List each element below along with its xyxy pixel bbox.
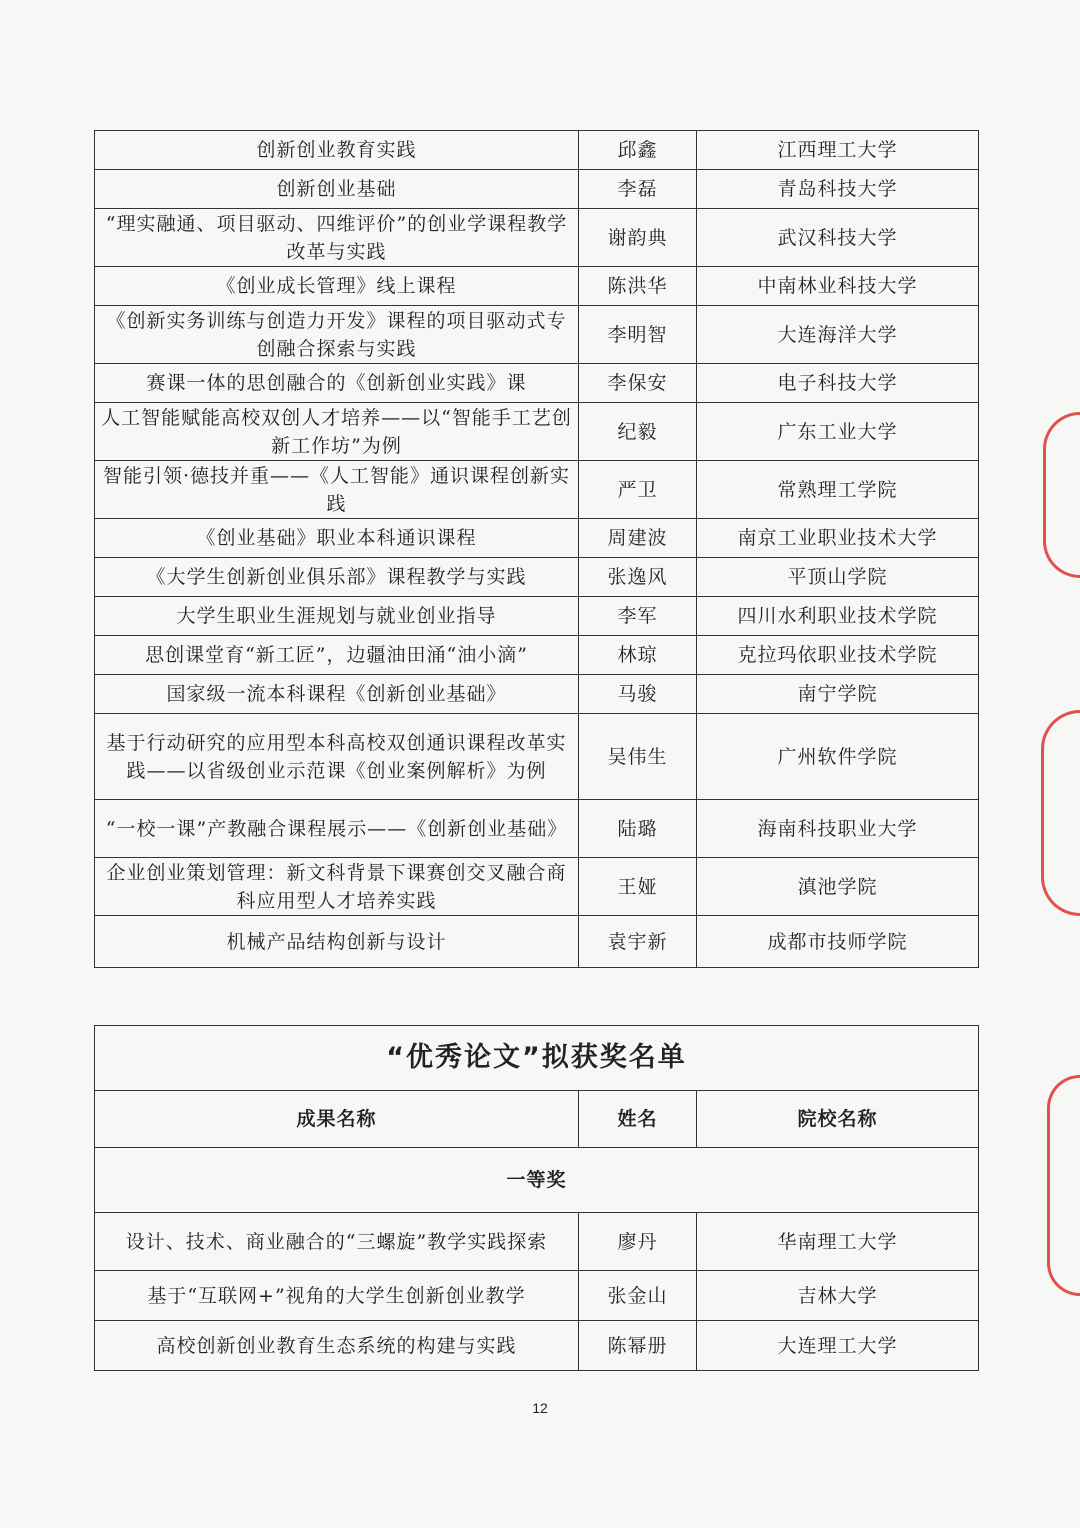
award-table-body [95,131,979,968]
cell-person: 谢韵典 [579,209,697,267]
red-seal-fragment [1043,412,1080,578]
cell-name: 创新创业基础 [95,170,579,209]
cell-school: 成都市技师学院 [697,916,979,968]
cell-name: 大学生职业生涯规划与就业创业指导 [95,597,579,636]
cell-school: 常熟理工学院 [697,461,979,519]
cell-name: “理实融通、项目驱动、四维评价”的创业学课程教学改革与实践 [95,209,579,267]
cell-person: 袁宇新 [579,916,697,968]
cell-name: 高校创新创业教育生态系统的构建与实践 [95,1321,579,1371]
table-row [95,209,979,267]
cell-person: 陈幂册 [579,1321,697,1371]
cell-name: 《创业基础》职业本科通识课程 [95,519,579,558]
cell-person: 李军 [579,597,697,636]
cell-school: 中南林业科技大学 [697,267,979,306]
table-row [95,170,979,209]
cell-school: 青岛科技大学 [697,170,979,209]
red-seal-fragment [1047,1075,1080,1296]
cell-school: 吉林大学 [697,1271,979,1321]
cell-person: 马骏 [579,675,697,714]
table-row [95,131,979,170]
table-title: “优秀论文”拟获奖名单 [95,1026,979,1091]
cell-name: 《大学生创新创业俱乐部》课程教学与实践 [95,558,579,597]
page-number: 12 [532,1400,548,1416]
cell-person: 周建波 [579,519,697,558]
table-row [95,597,979,636]
cell-name: 机械产品结构创新与设计 [95,916,579,968]
cell-person: 李保安 [579,364,697,403]
cell-school: 武汉科技大学 [697,209,979,267]
table-row [95,636,979,675]
cell-school: 广州软件学院 [697,714,979,800]
cell-name: 国家级一流本科课程《创新创业基础》 [95,675,579,714]
table-row [95,1271,979,1321]
table-row [95,858,979,916]
cell-name: 赛课一体的思创融合的《创新创业实践》课 [95,364,579,403]
excellent-paper-table [94,1025,979,1371]
header-school: 院校名称 [697,1091,979,1148]
table-row [95,675,979,714]
award-level: 一等奖 [95,1148,979,1213]
table-row [95,714,979,800]
cell-name: 《创新实务训练与创造力开发》课程的项目驱动式专创融合探索与实践 [95,306,579,364]
cell-person: 张逸风 [579,558,697,597]
table-row [95,364,979,403]
cell-school: 广东工业大学 [697,403,979,461]
cell-person: 陆璐 [579,800,697,858]
cell-name: 智能引领·德技并重——《人工智能》通识课程创新实践 [95,461,579,519]
cell-school: 海南科技职业大学 [697,800,979,858]
award-table-continued [94,130,979,968]
cell-person: 纪毅 [579,403,697,461]
cell-name: 设计、技术、商业融合的“三螺旋”教学实践探索 [95,1213,579,1271]
cell-person: 陈洪华 [579,267,697,306]
cell-school: 四川水利职业技术学院 [697,597,979,636]
cell-school: 大连海洋大学 [697,306,979,364]
cell-name: 基于行动研究的应用型本科高校双创通识课程改革实践——以省级创业示范课《创业案例解析》为例 [95,714,579,800]
table-row [95,558,979,597]
header-name: 成果名称 [95,1091,579,1148]
cell-person: 廖丹 [579,1213,697,1271]
cell-school: 滇池学院 [697,858,979,916]
table-row [95,403,979,461]
table-row [95,267,979,306]
cell-person: 吴伟生 [579,714,697,800]
cell-school: 平顶山学院 [697,558,979,597]
cell-person: 李明智 [579,306,697,364]
table-row [95,461,979,519]
cell-name: 《创业成长管理》线上课程 [95,267,579,306]
cell-school: 克拉玛依职业技术学院 [697,636,979,675]
table-row [95,1321,979,1371]
cell-name: 企业创业策划管理：新文科背景下课赛创交叉融合商科应用型人才培养实践 [95,858,579,916]
cell-name: 思创课堂育“新工匠”，边疆油田涌“油小滴” [95,636,579,675]
cell-school: 江西理工大学 [697,131,979,170]
table-row [95,916,979,968]
table-row [95,306,979,364]
cell-person: 李磊 [579,170,697,209]
red-seal-fragment [1041,710,1080,916]
cell-person: 林琼 [579,636,697,675]
cell-name: 基于“互联网+”视角的大学生创新创业教学 [95,1271,579,1321]
cell-school: 华南理工大学 [697,1213,979,1271]
cell-name: “一校一课”产教融合课程展示——《创新创业基础》 [95,800,579,858]
table-row [95,800,979,858]
cell-person: 张金山 [579,1271,697,1321]
cell-name: 创新创业教育实践 [95,131,579,170]
excellent-paper-table-body [95,1026,979,1371]
cell-school: 南宁学院 [697,675,979,714]
cell-school: 电子科技大学 [697,364,979,403]
header-person: 姓名 [579,1091,697,1148]
table-row [95,1213,979,1271]
cell-person: 王娅 [579,858,697,916]
cell-school: 南京工业职业技术大学 [697,519,979,558]
cell-name: 人工智能赋能高校双创人才培养——以“智能手工艺创新工作坊”为例 [95,403,579,461]
cell-person: 邱鑫 [579,131,697,170]
cell-school: 大连理工大学 [697,1321,979,1371]
cell-person: 严卫 [579,461,697,519]
table-row [95,519,979,558]
